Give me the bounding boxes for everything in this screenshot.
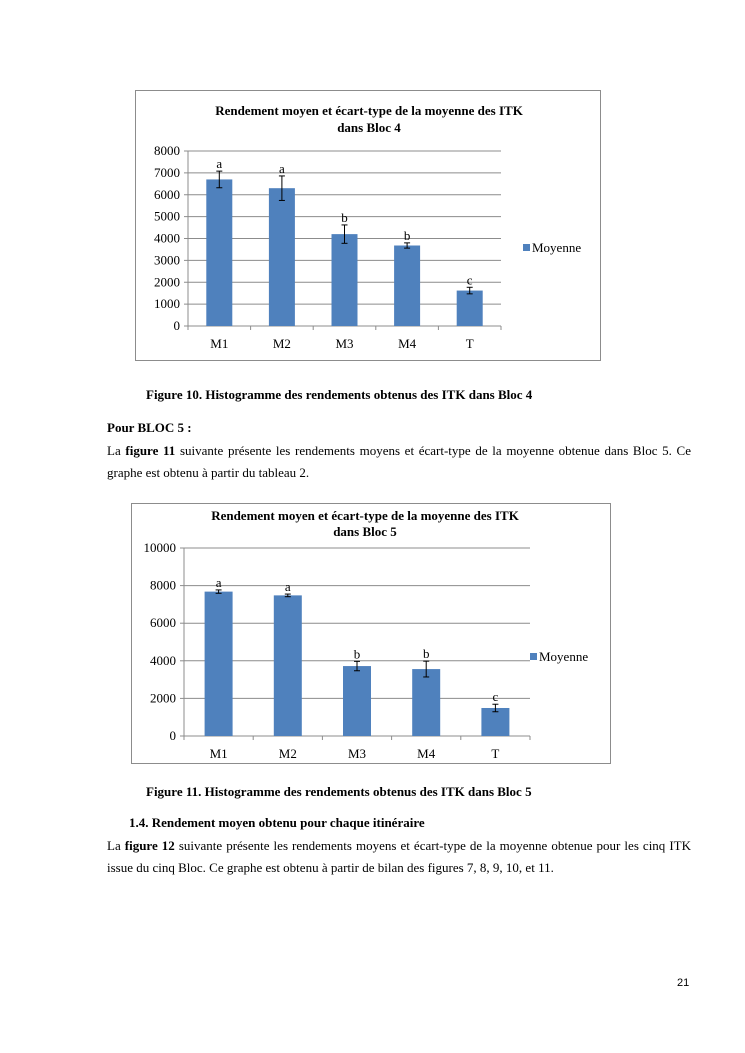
bar-m2: [274, 595, 302, 736]
bar-t: [457, 291, 483, 326]
y-tick-label: 4000: [154, 230, 180, 246]
paragraph-text: suivante présente les rendements moyens et écart-type de la moyenne obtenue dans Bloc 5. Ce graphe est obtenu à partir du tableau 2.: [107, 443, 691, 480]
paragraph-figure-12: [107, 835, 691, 879]
paragraph-text: La: [107, 838, 125, 853]
chart-bloc4: [135, 90, 601, 361]
y-tick-label: 6000: [150, 615, 176, 631]
figure-12-ref: figure 12: [124, 838, 175, 853]
x-tick-label: M2: [278, 746, 297, 761]
x-tick-label: T: [491, 746, 500, 761]
chart-title-line2: dans Bloc 5: [333, 524, 397, 539]
figure-11-caption: Figure 11. Histogramme des rendements obtenus des ITK dans Bloc 5: [146, 784, 532, 799]
x-tick-label: M1: [209, 746, 228, 761]
y-tick-label: 8000: [154, 143, 180, 158]
bloc5-heading: Pour BLOC 5 :: [107, 420, 192, 435]
chart-title-line2: dans Bloc 4: [337, 120, 401, 135]
x-tick-label: M3: [335, 336, 354, 351]
bar-m4: [412, 669, 440, 736]
significance-letter: a: [279, 160, 285, 176]
y-tick-label: 0: [169, 728, 176, 743]
significance-letter: c: [466, 272, 473, 288]
y-tick-label: 2000: [154, 274, 180, 290]
bar-m2: [269, 188, 295, 326]
y-tick-label: 6000: [154, 186, 180, 202]
bar-m4: [394, 246, 420, 327]
significance-letter: a: [284, 579, 291, 595]
x-tick-label: T: [465, 336, 474, 351]
figure-11-ref: figure 11: [125, 443, 176, 458]
x-tick-label: M2: [272, 336, 291, 351]
x-tick-label: M4: [398, 336, 417, 351]
y-tick-label: 1000: [154, 296, 180, 312]
chart-bloc4-svg: [136, 91, 600, 360]
y-tick-label: 4000: [150, 652, 176, 668]
y-tick-label: 7000: [154, 164, 180, 180]
bar-m1: [205, 592, 233, 736]
legend-swatch: [523, 244, 530, 251]
bar-m3: [343, 666, 371, 736]
bar-m3: [332, 234, 358, 326]
section-heading-1-4: 1.4. Rendement moyen obtenu pour chaque itinéraire: [129, 815, 425, 830]
legend-label: Moyenne: [539, 649, 589, 664]
chart-bloc5-svg: [132, 504, 610, 763]
chart-title-line1: Rendement moyen et écart-type de la moyenne des ITK: [211, 508, 519, 523]
x-tick-label: M3: [347, 746, 367, 761]
paragraph-figure-11: [107, 440, 691, 484]
figure-10-caption: Figure 10. Histogramme des rendements obtenus des ITK dans Bloc 4: [146, 387, 533, 402]
significance-letter: c: [492, 689, 499, 705]
paragraph-text: La: [107, 443, 126, 458]
page-number: 21: [677, 977, 690, 989]
y-tick-label: 2000: [150, 690, 176, 706]
x-tick-label: M1: [210, 336, 229, 351]
chart-title-line1: Rendement moyen et écart-type de la moyenne des ITK: [215, 103, 523, 118]
y-tick-label: 8000: [150, 577, 176, 593]
significance-letter: b: [341, 209, 348, 225]
x-tick-label: M4: [417, 746, 436, 761]
significance-letter: a: [215, 574, 222, 590]
significance-letter: b: [353, 646, 361, 662]
y-tick-label: 5000: [154, 208, 180, 224]
y-tick-label: 3000: [154, 252, 180, 268]
legend-swatch: [530, 653, 537, 660]
y-tick-label: 0: [173, 318, 180, 333]
paragraph-text: suivante présente les rendements moyens et écart-type de la moyenne obtenue pour les cinq ITK issue du cinq Bloc. Ce graphe est obtenu à partir de bilan des figures 7, 8, 9, 10, et 11.: [107, 838, 692, 875]
significance-letter: a: [216, 156, 223, 172]
bar-m1: [206, 179, 232, 326]
significance-letter: b: [422, 646, 430, 662]
y-tick-label: 10000: [143, 540, 176, 555]
significance-letter: b: [403, 227, 411, 243]
chart-bloc5: [131, 503, 611, 764]
legend-label: Moyenne: [532, 240, 582, 255]
